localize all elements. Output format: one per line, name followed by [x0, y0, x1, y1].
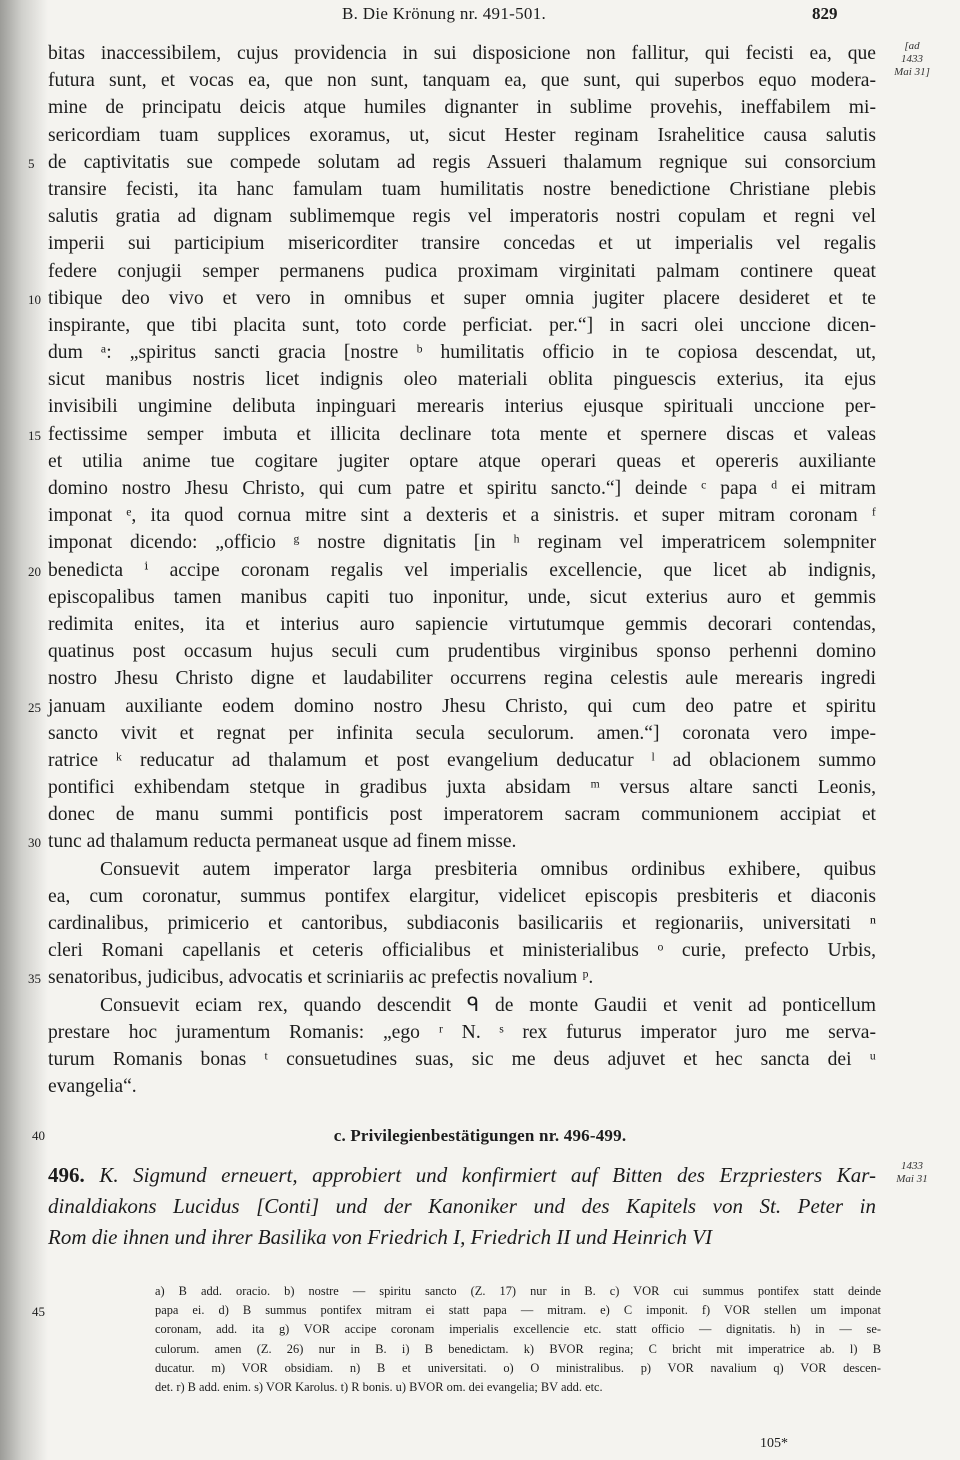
header-title: B. Die Krönung nr. 491-501. — [342, 4, 547, 23]
text-line — [48, 122, 876, 149]
footnote-line: papa ei. d) B summus pontifex mitram ei statt papa — mitram. e) C imponit. f) VOR stellen um imponat — [155, 1303, 881, 1318]
margin-date-note — [884, 40, 940, 79]
text-line — [48, 94, 876, 121]
line-number: 5 — [28, 155, 35, 171]
text-line-content: januam auxiliante eodem domino nostro Jhesu Christo, qui cum deo patre et spiritu — [48, 695, 876, 717]
text-line-content: bitas inaccessibilem, cujus providencia in sui disposicione non fallitur, qui fecisti ea, que — [48, 43, 876, 64]
page-number: 829 — [812, 4, 838, 23]
text-line-content: imperii sui participium misericorditer transire concedas et ut imperialis vel regalis — [48, 233, 876, 255]
footnote-line: ducatur. m) VOR obsidiam. n) B et universitati. o) O ministralibus. p) VOR navalium q) VOR descen- — [155, 1360, 881, 1375]
text-line — [48, 856, 876, 883]
margin-date-line: 1433 — [901, 53, 923, 65]
regest-block — [48, 1160, 876, 1253]
text-line-content: cardinalibus, primicerio et cantoribus, subdiaconis basilicariis et regionariis, universitati ⁿ — [48, 913, 876, 934]
text-line-content: imponat dicendo: „officio ᵍ nostre dignitatis [in ʰ reginam vel imperatricem solempniter — [48, 532, 876, 554]
line-number: 10 — [28, 291, 41, 307]
margin-date-line: [ad — [904, 40, 920, 52]
text-line-content: turum Romanis bonas ᵗ consuetudines suas, sic me deus adjuvet et hec sancta dei ᵘ — [48, 1048, 876, 1070]
text-line-content: Consuevit autem imperator larga presbiteria omnibus ordinibus exhibere, quibus — [100, 858, 876, 880]
text-line-content: nostro Jhesu Christo digne et laudabiliter occurrens regina celestis aule merearis ingredi — [48, 668, 876, 690]
regest-date-line: Mai 31 — [896, 1173, 928, 1185]
page-binding-shadow — [0, 0, 48, 1460]
text-line-content: cleri Romani capellanis et ceteris officialibus et ministerialibus ᵒ curie, prefecto Urbis, — [48, 940, 876, 962]
text-line-content: senatoribus, judicibus, advocatis et scriniariis ac prefectis novalium ᵖ. — [48, 967, 594, 989]
text-line — [48, 720, 876, 747]
text-line-content: tibique deo vivo et vero in omnibus et super omnia jugiter placere desideret et te — [48, 287, 876, 309]
footnotes — [155, 1282, 881, 1397]
text-line-content: benedicta ⁱ accipe coronam regalis vel imperialis excellencie, que licet ab indignis, — [48, 559, 876, 581]
text-line — [48, 611, 876, 638]
text-line — [48, 747, 876, 774]
text-line — [48, 665, 876, 692]
text-line-content: dum ᵃ: „spiritus sancti gracia [nostre ᵇ humilitatis officio in te copiosa descendat, ut, — [48, 342, 876, 364]
regest-number: 496. — [48, 1163, 85, 1187]
line-number: 30 — [28, 835, 41, 851]
text-line-content: sericordiam tuam supplices exoramus, ut, sicut Hester reginam Israhelitice causa salutis — [48, 124, 876, 146]
text-line-content: redimita enites, ita et interius auro sapiencie virtutumque gemmis decorari contendas, — [48, 613, 876, 635]
text-line — [48, 176, 876, 203]
signature-mark: 105* — [760, 1436, 788, 1451]
text-line — [28, 964, 876, 991]
text-line-content: sicut manibus nostris licet indignis oleo materiali oblita pinguescis exterius, ita ejus — [48, 369, 876, 391]
text-line — [28, 693, 876, 720]
line-number: 45 — [32, 1304, 45, 1319]
text-line — [48, 801, 876, 828]
text-line — [48, 529, 876, 556]
text-line-content: invisibili ungimine delibuta inpinguari merearis interius ejusque spirituali unccione per- — [48, 396, 876, 418]
text-line — [48, 40, 876, 67]
regest-line: dinaldiakons Lucidus [Conti] und der Kanoniker und des Kapitels von St. Peter in — [48, 1194, 876, 1218]
text-line-content: tunc ad thalamum reducta permaneat usque ad finem misse. — [48, 831, 517, 853]
text-line-content: pontifici exhibendam stetque in gradibus juxta absidam ᵐ versus altare sancti Leonis, — [48, 777, 876, 799]
line-number: 35 — [28, 971, 41, 987]
footnote-line: det. r) B add. enim. s) VOR Karolus. t) R bonis. u) BVOR om. dei evangelia; BV add. etc. — [155, 1379, 603, 1394]
text-line-content: fectissime semper imbuta et illicita declinare tota mente et spernere discas et valeas — [48, 423, 876, 445]
text-line-content: futura sunt, et vocas ea, que non sunt, tanquam ea, que sunt, qui superbos equo modera- — [48, 70, 876, 92]
text-line-content: prestare hoc juramentum Romanis: „ego ʳ N. ˢ rex futurus imperator juro me serva- — [48, 1021, 876, 1043]
text-line-content: donec de manu summi pontificis post imperatorem sacram communionem accipiat et — [48, 804, 876, 826]
text-line-content: quatinus post occasum hujus seculi cum prudentibus virginibus sponso perhenni domino — [48, 641, 876, 663]
text-line-content: federe conjugii semper permanens pudica proximam virginitati palmam continere queat — [48, 260, 876, 282]
text-line-content: Consuevit eciam rex, quando descendit ᑫ de monte Gaudii et venit ad ponticellum — [100, 994, 876, 1016]
text-line-content: domino nostro Jhesu Christo, qui cum patre et spiritu sancto.“] deinde ᶜ papa ᵈ ei mitram — [48, 478, 876, 499]
text-line — [48, 1046, 876, 1073]
text-line — [48, 448, 876, 475]
text-line — [48, 937, 876, 964]
text-line-content: imponat ᵉ, ita quod cornua mitre sint a dexteris et a sinistris. et super mitram coronam ᶠ — [48, 505, 876, 527]
regest-text: K. Sigmund erneuert, approbiert und konfirmiert auf Bitten des Erzpriesters Kar- — [99, 1163, 876, 1187]
text-line — [48, 883, 876, 910]
text-line — [48, 1019, 876, 1046]
text-line — [28, 285, 876, 312]
line-number: 15 — [28, 427, 41, 443]
main-text — [28, 40, 876, 1100]
text-line — [48, 312, 876, 339]
regest-date-line: 1433 — [901, 1160, 923, 1172]
line-number: 20 — [28, 563, 41, 579]
text-line-content: evangelia“. — [48, 1076, 137, 1098]
text-line — [48, 203, 876, 230]
text-line-content: et utilia anime tue cogitare jugiter optare atque operari queas et opereris auxiliante — [48, 450, 876, 472]
line-number: 40 — [32, 1128, 45, 1143]
footnote-line: coronam, add. ita g) VOR accipe coronam imperialis excellencie etc. statt officio — dignitatis. h) in — se- — [155, 1322, 881, 1337]
text-line — [28, 557, 876, 584]
text-line-content: de captivitatis sue compede solutam ad regis Assueri thalamum regnique sui consorcium — [48, 151, 876, 173]
text-line — [48, 67, 876, 94]
text-line — [28, 828, 876, 855]
section-heading-text: c. Privilegienbestätigungen nr. 496-499. — [333, 1126, 627, 1145]
text-line — [48, 774, 876, 801]
text-line — [48, 393, 876, 420]
text-line — [48, 502, 876, 529]
text-line — [48, 258, 876, 285]
text-line-content: mine de principatu deicis atque humiles dignanter in sublime provehis, ineffabilem mi- — [48, 97, 876, 119]
text-line-content: ratrice ᵏ reducatur ad thalamum et post evangelium deducatur ˡ ad oblacionem summo — [48, 749, 876, 771]
text-line — [28, 149, 876, 176]
text-line-content: salutis gratia ad dignam sublimemque regis vel imperatoris nostri copulam et regni vel — [48, 206, 876, 228]
text-line — [48, 339, 876, 366]
text-line — [48, 230, 876, 257]
text-line-content: inspirante, que tibi placita sunt, toto corde perficiat. per.“] in sacri olei unccione dicen- — [48, 314, 876, 336]
footnote-line: a) B add. oracio. b) nostre — spiritu sancto (Z. 17) nur in B. c) VOR cui summus pontifex statt deinde — [155, 1284, 881, 1298]
text-line — [48, 584, 876, 611]
text-line — [48, 910, 876, 937]
text-line — [48, 366, 876, 393]
footnote-line: culorum. amen (Z. 26) nur in B. i) B benedictam. k) BVOR regina; C bricht mit imperatrice ab. l) B — [155, 1341, 881, 1356]
running-header — [0, 4, 960, 28]
text-line-content: transire fecisti, ita hanc famulam tuam humilitatis nostre benedictione Christiane plebis — [48, 178, 876, 200]
regest-date-note — [884, 1160, 940, 1186]
text-line-content: episcopalibus tamen manibus capiti tuo inponitur, unde, sicut exterius auro et gemmis — [48, 586, 876, 608]
line-number: 25 — [28, 699, 41, 715]
margin-date-line: Mai 31] — [894, 66, 930, 78]
text-line-content: ea, cum coronatur, summus pontifex elargitur, videlicet episcopis presbiteris et diaconis — [48, 885, 876, 907]
regest-line: Rom die ihnen und ihrer Basilika von Friedrich I, Friedrich II und Heinrich VI — [48, 1225, 713, 1249]
regest-line — [48, 1160, 876, 1191]
section-heading — [0, 1126, 960, 1150]
text-line — [48, 638, 876, 665]
text-line-content: sancto vivit et regnat per infinita secula seculorum. amen.“] coronata vero impe- — [48, 722, 876, 744]
text-line — [48, 1073, 876, 1100]
text-line — [28, 421, 876, 448]
text-line — [48, 992, 876, 1019]
text-line — [48, 475, 876, 502]
